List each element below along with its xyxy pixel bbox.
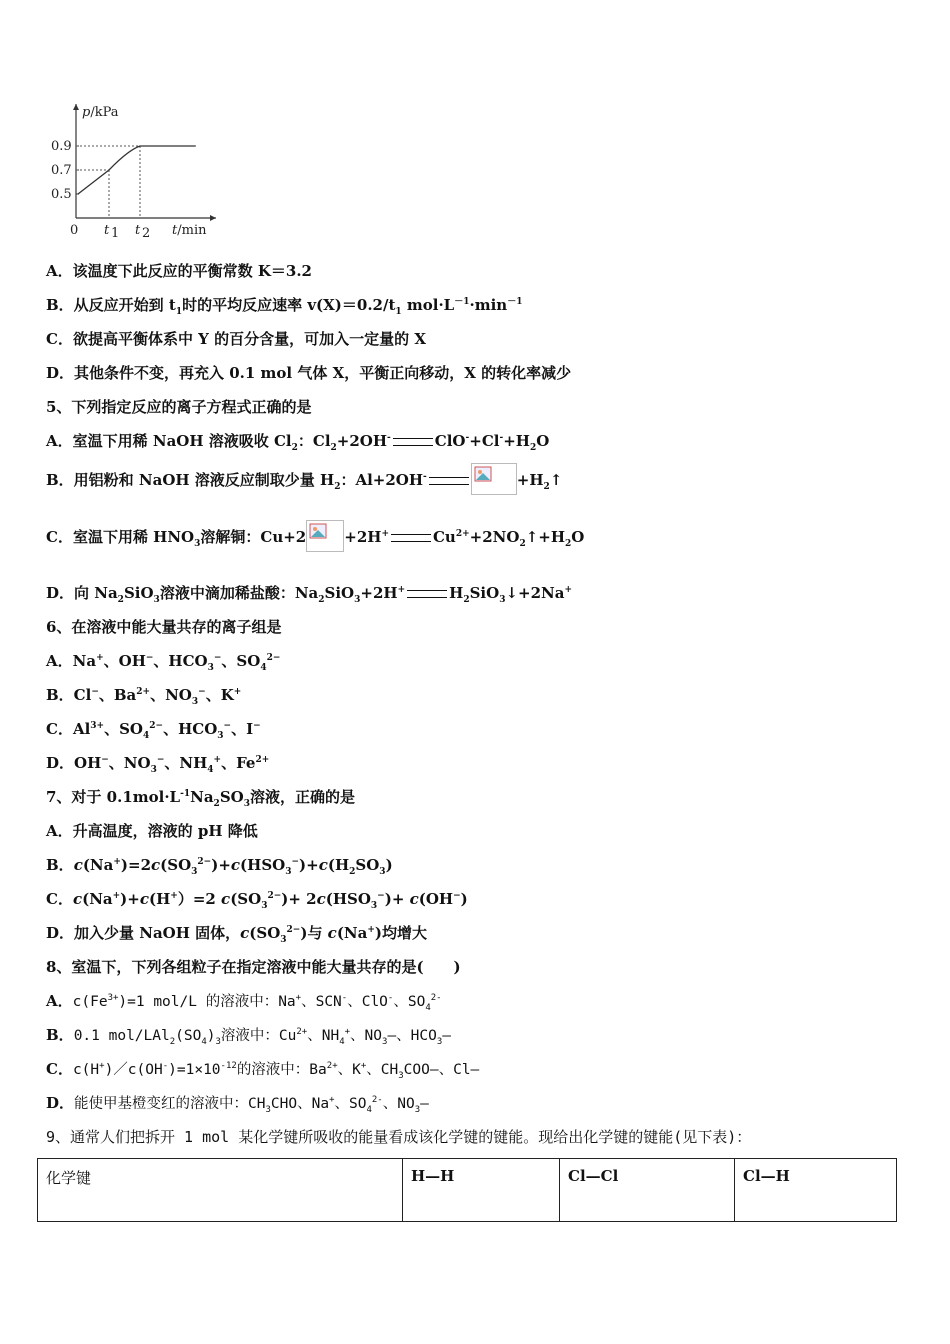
- q4-option-b: B．从反应开始到 $t_1$时的平均反应速率 $v(X)=0.2/t_1$ $mol\cdot L^{-1}\cdot\min^{-1}$: [46, 296, 523, 317]
- table-row: [38, 1159, 897, 1222]
- q8-stem: 8、室温下，下列各组粒子在指定溶液中能大量共存的是( ): [46, 958, 461, 976]
- equals-double-line: [391, 534, 431, 542]
- x-tick-label: t: [104, 223, 110, 238]
- q9-stem: 9、通常人们把拆开 1 mol 某化学键所吸收的能量看成该化学键的键能。现给出化学键的键能(见下表)：: [46, 1128, 752, 1146]
- y-tick-label: 0.9: [51, 139, 72, 154]
- x-axis-label: t/min: [172, 223, 207, 238]
- q5-option-b: B．用铝粉和 NaOH 溶液反应制取少量 $H_2$：Al+2OH- $+H_2↑$: [46, 463, 562, 495]
- q6-option-a: A．Na+、OH−、$HCO_3^-$、$SO_4^{2-}$: [46, 652, 281, 673]
- q6-stem: 6、在溶液中能大量共存的离子组是: [46, 618, 282, 636]
- y-tick-label: 0.5: [51, 187, 72, 202]
- y-axis-arrow: [73, 104, 79, 110]
- table-cell: Cl—H: [735, 1159, 897, 1222]
- q7-option-c: C．c(Na+)+c(H+）=2 $c(SO_3^{2-})+ 2c(HSO_3^-)+ c(OH^-)$: [46, 890, 468, 911]
- q4-option-d: D．其他条件不变，再充入 0.1 mol 气体 X，平衡正向移动，X 的转化率减少: [46, 364, 572, 382]
- table-cell: Cl—Cl: [560, 1159, 735, 1222]
- chart-axes: [51, 104, 216, 241]
- chart-marks: [76, 146, 196, 218]
- q5-option-c: C．室温下用稀 $HNO_3$溶解铜：Cu+2 +2H+ $Cu^{2+}+2NO_2↑+H_2O$: [46, 520, 584, 552]
- x-tick-sub: 1: [111, 226, 120, 241]
- broken-image-icon: [306, 520, 344, 552]
- equals-double-line: [429, 477, 469, 485]
- q7-option-b: B．$c(Na^+)=2c(SO_3^{2-})+c(HSO_3^-)+c(H_2SO_3)$: [46, 856, 393, 877]
- bond-energy-table: [37, 1158, 897, 1222]
- series-line: [78, 146, 196, 194]
- q5-option-a: A．室温下用稀 NaOH 溶液吸收 $Cl_2$：$Cl_2+2OH^-$ $ClO^-+Cl^-+H_2O$: [46, 432, 550, 453]
- broken-image-icon: [471, 463, 517, 495]
- q6-option-b: B．Cl−、$Ba^{2+}$、$NO_3^-$、K+: [46, 686, 242, 707]
- q8-option-b: B．0.1 mol/$LAl_2(SO_4)_3$溶液中：$Cu^{2+}$、$NH_4^+$、$NO_3—$、$HCO_3—$: [46, 1026, 452, 1047]
- q6-option-c: C．$Al^{3+}$、$SO_4^{2-}$、$HCO_3^-$、I−: [46, 720, 261, 741]
- equals-double-line: [393, 438, 433, 446]
- origin-label: 0: [70, 223, 79, 238]
- equals-double-line: [407, 590, 447, 598]
- q8-option-c: C．$c(H^+)/c(OH^-)=1\times 10^{-12}$的溶液中：$Ba^{2+}$、K+、$CH_3COO—$、Cl—: [46, 1060, 480, 1081]
- x-tick-label: t: [135, 223, 141, 238]
- q8-option-a: A．$c(Fe^{3+})=1$ mol/L 的溶液中：Na+、SCN-、ClO-、$SO_4^{2-}$: [46, 992, 442, 1013]
- pressure-time-chart: [40, 96, 230, 244]
- y-axis-label: p/kPa: [82, 105, 119, 120]
- q7-option-a: A．升高温度，溶液的 pH 降低: [46, 822, 258, 840]
- q8-option-d: D．能使甲基橙变红的溶液中：$CH_3CHO$、Na+、$SO_4^{2-}$、$NO_3—$: [46, 1094, 429, 1115]
- x-tick-sub: 2: [142, 226, 151, 241]
- y-tick-label: 0.7: [51, 163, 72, 178]
- q6-option-d: D．OH−、$NO_3^-$、$NH_4^+$、$Fe^{2+}$: [46, 754, 270, 775]
- q5-stem: 5、下列指定反应的离子方程式正确的是: [46, 398, 312, 416]
- q4-option-a: A．该温度下此反应的平衡常数 K＝3.2: [46, 262, 312, 280]
- q4-option-c: C．欲提高平衡体系中 Y 的百分含量，可加入一定量的 X: [46, 330, 426, 348]
- q7-option-d: D．加入少量 NaOH 固体，$c(SO_3^{2-})$与 c(Na+)均增大: [46, 924, 427, 945]
- table-cell: H—H: [403, 1159, 560, 1222]
- q5-option-d: D．向 $Na_2SiO_3$溶液中滴加稀盐酸：$Na_2SiO_3+2H^+$ $H_2SiO_3↓+2Na^+$: [46, 584, 573, 605]
- q7-stem: 7、对于 $0.1mol\cdot L^{-1}Na_2SO_3$溶液，正确的是: [46, 788, 355, 809]
- table-cell: 化学键: [38, 1159, 403, 1222]
- x-axis-arrow: [210, 215, 216, 221]
